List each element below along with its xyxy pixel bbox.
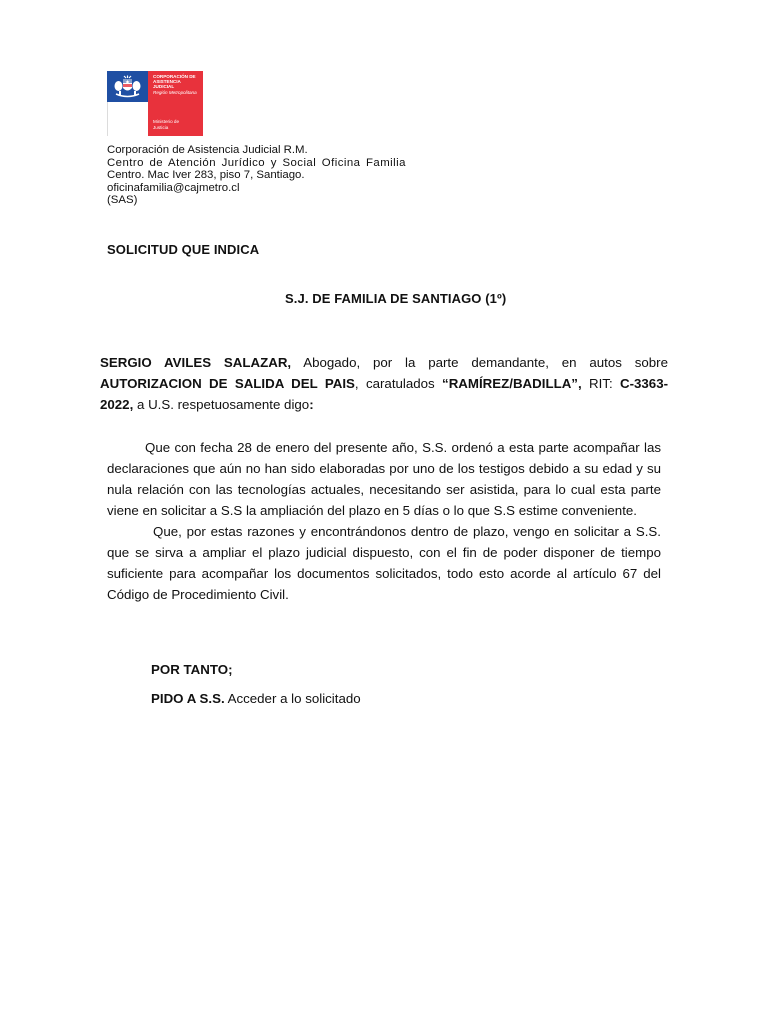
document-title: SOLICITUD QUE INDICA [107,242,260,257]
address-line-organization: Corporación de Asistencia Judicial R.M. [107,144,308,156]
address-line-center: Centro de Atención Jurídico y Social Oficina Familia [107,156,406,169]
logo-ministry-text [153,119,179,130]
case-matter: AUTORIZACION DE SALIDA DEL PAIS [100,375,355,391]
intro-text-4: a U.S. respetuosamente digo [133,396,310,412]
body-paragraph-2: Que, por estas razones y encontrándonos dentro de plazo, vengo en solicitar a S.S. que se sirva a ampliar el plazo judicial dispuesto, con el fin de poder disponer de tiempo suficiente para acompañar los documentos solicitados, todo esto acorde al artículo 67 del Código de Procedimiento Civil. [107,524,661,602]
intro-text-3: RIT: [581,375,620,391]
body-paragraphs [107,437,661,605]
sender-address-block [107,144,406,207]
logo-blue-block [107,71,148,102]
logo-ministry-line: Justicia [153,124,169,130]
institution-logo [107,71,203,136]
chile-coat-of-arms-icon [113,75,142,99]
case-caption: “RAMÍREZ/BADILLA”, [442,375,582,391]
logo-org-line: JUDICIAL [153,84,175,90]
address-line-email: oficinafamilia@cajmetro.cl [107,181,240,194]
court-heading: S.J. DE FAMILIA DE SANTIAGO (1º) [285,291,507,306]
body-paragraph-1: Que con fecha 28 de enero del presente año, S.S. ordenó a esta parte acompañar las declaraciones que aún no han sido elaboradas por uno de los testigos debido a su edad y su nula relación con las tecnologías actuales, necesitando ser asistida, para lo cual esta parte viene en solicitar a S.S la ampliación del plazo en 5 días o lo que S.S estime conveniente. [107,440,661,518]
request-label: PIDO A S.S. [151,691,225,706]
intro-text-2: , caratulados [354,375,443,391]
intro-paragraph [100,353,668,415]
logo-red-block [148,71,203,136]
logo-org-line: ASISTENCIA [153,79,181,85]
intro-text-1: Abogado, por la parte demandante, en autos sobre [291,355,669,370]
case-rit: C-3363-2022, [100,375,669,412]
request-text: Acceder a lo solicitado [224,691,361,706]
logo-org-text [153,74,197,95]
logo-org-line: CORPORACIÓN DE [153,74,196,79]
logo-white-block [107,102,148,136]
logo-ministry-line: Ministerio de [153,119,180,124]
por-tanto-heading: POR TANTO; [151,662,233,677]
logo-region-text: Región Metropolitana [153,89,197,95]
address-line-sas: (SAS) [107,194,138,207]
intro-colon: : [309,396,314,412]
address-line-street: Centro. Mac Iver 283, piso 7, Santiago. [107,169,305,182]
request-line [151,691,361,706]
lawyer-name: SERGIO AVILES SALAZAR, [100,355,292,370]
logo-left-panel [107,71,148,136]
